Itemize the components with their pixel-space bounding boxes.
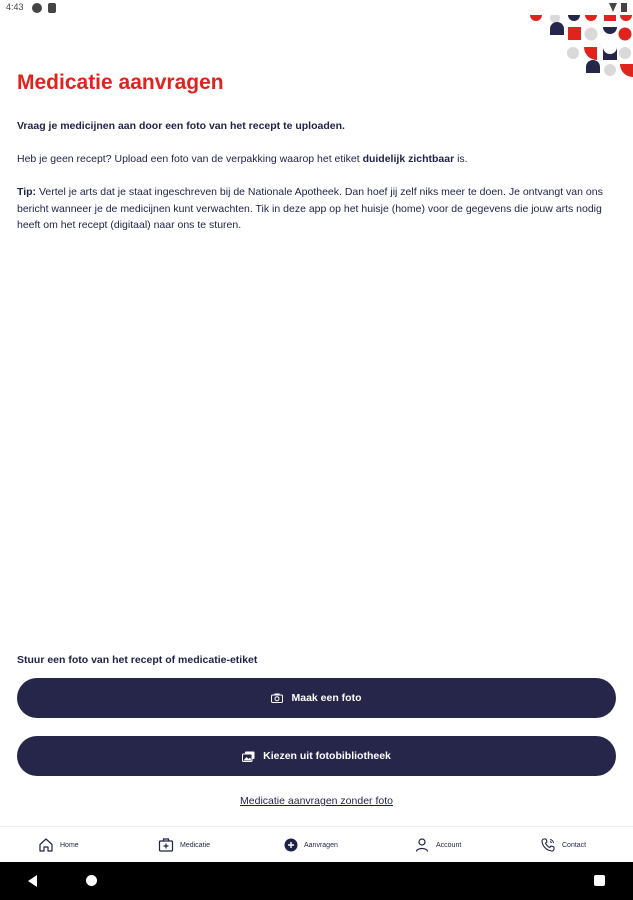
system-home-icon[interactable] xyxy=(86,875,97,886)
intro-text: Vraag je medicijnen aan door een foto van het recept te uploaden. xyxy=(17,120,345,132)
recents-icon[interactable] xyxy=(594,875,605,886)
no-recipe-text-start: Heb je geen recept? Upload een foto van de verpakking waarop het etiket xyxy=(17,153,363,165)
photo-library-icon xyxy=(242,751,255,762)
medicine-kit-icon xyxy=(158,837,174,853)
system-navigation-bar xyxy=(0,862,633,900)
upload-label: Stuur een foto van het recept of medicatie-etiket xyxy=(17,654,258,666)
back-icon[interactable] xyxy=(28,875,37,887)
page-title: Medicatie aanvragen xyxy=(17,71,224,94)
no-recipe-emphasis: duidelijk zichtbaar xyxy=(362,153,455,165)
nav-label-medicatie: Medicatie xyxy=(180,841,210,849)
tip-text xyxy=(17,184,617,234)
camera-icon xyxy=(271,693,283,703)
nav-label-contact: Contact xyxy=(562,841,587,849)
status-system-icons xyxy=(609,3,627,12)
tip-label: Tip: xyxy=(17,186,37,198)
home-icon xyxy=(38,837,54,853)
no-recipe-text xyxy=(17,151,617,168)
wifi-icon xyxy=(609,3,617,12)
sim-icon xyxy=(48,3,56,13)
user-icon xyxy=(414,837,430,853)
battery-icon xyxy=(621,3,627,12)
nav-label-aanvragen: Aanvragen xyxy=(304,841,338,849)
tip-body: Vertel je arts dat je staat ingeschreven bij de Nationale Apotheek. Dan hoef jij zelf niks meer te doen. Je ontvangt van ons bericht wanneer je de medicijnen kunt verwachten. Tik in deze app op het huisje (home) voor de gegevens die jouw arts nodig heeft om het recept (digitaal) naar ons te sturen. xyxy=(17,186,603,231)
bottom-navigation xyxy=(0,826,633,862)
nav-label-home: Home xyxy=(60,841,79,849)
take-photo-button[interactable] xyxy=(17,678,616,718)
nav-item-contact[interactable] xyxy=(540,827,586,863)
nav-label-account: Account xyxy=(436,841,462,849)
plus-circle-icon xyxy=(284,838,298,852)
decorative-pattern xyxy=(528,15,633,77)
phone-icon xyxy=(540,837,556,853)
choose-library-label: Kiezen uit fotobibliotheek xyxy=(263,750,391,762)
sync-icon xyxy=(32,3,42,13)
nav-item-medicatie[interactable] xyxy=(158,827,210,863)
nav-item-aanvragen[interactable] xyxy=(284,827,338,863)
status-notification-icons xyxy=(32,3,56,13)
nav-item-home[interactable] xyxy=(38,827,79,863)
nav-item-account[interactable] xyxy=(414,827,461,863)
status-time: 4:43 xyxy=(6,2,24,12)
request-without-photo-link[interactable]: Medicatie aanvragen zonder foto xyxy=(240,795,393,807)
no-recipe-text-end: is. xyxy=(454,153,468,165)
choose-library-button[interactable] xyxy=(17,736,616,776)
take-photo-label: Maak een foto xyxy=(291,692,362,704)
